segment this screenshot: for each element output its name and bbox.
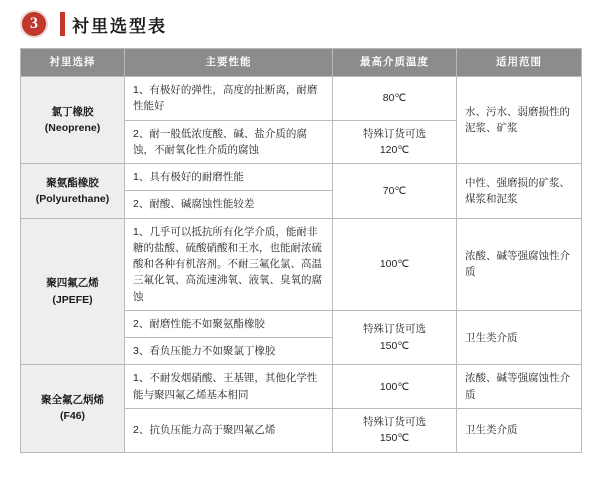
section-title-wrap	[60, 12, 167, 37]
application-cell: 卫生类介质	[457, 408, 582, 452]
application-cell: 卫生类介质	[457, 310, 582, 365]
lining-name-line2: (Polyurethane)	[35, 192, 110, 205]
performance-cell: 1、几乎可以抵抗所有化学介质，能耐非糖的盐酸、硫酸硝酸和王水，也能耐浓硫酸和各种有机溶剂。不耐三氟化氯、高温三氟化氧、高流速沸氧、液氧、臭氧的腐蚀	[125, 218, 333, 310]
temperature-cell	[333, 310, 457, 365]
table-row	[21, 77, 582, 121]
table-row	[21, 365, 582, 409]
lining-name-line1: 聚全氟乙炳烯	[41, 394, 104, 407]
page-title: 衬里选型表	[72, 16, 167, 36]
table-header-row	[21, 49, 582, 77]
temperature-line2: 120℃	[379, 143, 410, 156]
temperature-line1: 特殊订货可选	[363, 323, 426, 336]
temperature-line1: 特殊订货可选	[363, 415, 426, 428]
section-number-badge: 3	[20, 10, 48, 38]
table-row	[21, 164, 582, 191]
column-header-performance: 主要性能	[125, 49, 333, 77]
lining-name-cell	[21, 164, 125, 219]
section-header	[20, 8, 167, 40]
application-cell: 浓酸、碱等强腐蚀性介质	[457, 365, 582, 409]
performance-cell: 1、具有极好的耐磨性能	[125, 164, 333, 191]
temperature-line1: 特殊订货可选	[363, 127, 426, 140]
application-line2: 煤浆和泥浆	[465, 192, 518, 205]
lining-name-line1: 聚四氟乙烯	[46, 277, 99, 290]
lining-name-cell	[21, 77, 125, 164]
application-cell: 水、污水、弱磨损性的泥浆、矿浆	[457, 77, 582, 164]
performance-cell: 2、耐酸、碱腐蚀性能较差	[125, 191, 333, 218]
performance-cell: 3、看负压能力不如聚氯丁橡胶	[125, 338, 333, 365]
temperature-cell: 100℃	[333, 218, 457, 310]
temperature-cell	[333, 120, 457, 164]
lining-name-line2: (JPEFE)	[52, 293, 93, 306]
temperature-cell: 70℃	[333, 164, 457, 219]
temperature-cell: 100℃	[333, 365, 457, 409]
application-cell	[457, 164, 582, 219]
lining-name-line1: 氯丁橡胶	[51, 105, 94, 118]
lining-name-cell	[21, 218, 125, 365]
table-header	[21, 49, 582, 77]
lining-name-line2: (F46)	[59, 410, 86, 423]
application-line1: 中性、强磨损的矿浆、	[465, 176, 570, 189]
spec-table-wrap	[20, 48, 581, 453]
column-header-lining: 衬里选择	[21, 49, 125, 77]
temperature-cell	[333, 408, 457, 452]
performance-cell: 1、有极好的弹性，高度的扯断离，耐磨性能好	[125, 77, 333, 121]
lining-name-cell	[21, 365, 125, 452]
performance-cell: 2、耐磨性能不如聚氨酯橡胶	[125, 310, 333, 337]
table-row	[21, 218, 582, 310]
column-header-max-temp: 最高介质温度	[333, 49, 457, 77]
temperature-line2: 150℃	[379, 432, 410, 445]
performance-cell: 2、耐一般低浓度酸、碱、盐介质的腐蚀，不耐氧化性介质的腐蚀	[125, 120, 333, 164]
lining-name-line1: 聚氨酯橡胶	[46, 176, 99, 189]
temperature-line2: 150℃	[379, 339, 410, 352]
table-body	[21, 77, 582, 453]
performance-cell: 1、不耐发烟硝酸、王基锂，其他化学性能与聚四氟乙烯基本相同	[125, 365, 333, 409]
column-header-application: 适用范围	[457, 49, 582, 77]
temperature-cell: 80℃	[333, 77, 457, 121]
performance-cell: 2、抗负压能力高于聚四氟乙烯	[125, 408, 333, 452]
title-accent-bar	[60, 12, 65, 36]
application-cell: 浓酸、碱等强腐蚀性介质	[457, 218, 582, 310]
lining-name-line2: (Neoprene)	[44, 122, 101, 135]
lining-selection-table	[20, 48, 582, 453]
